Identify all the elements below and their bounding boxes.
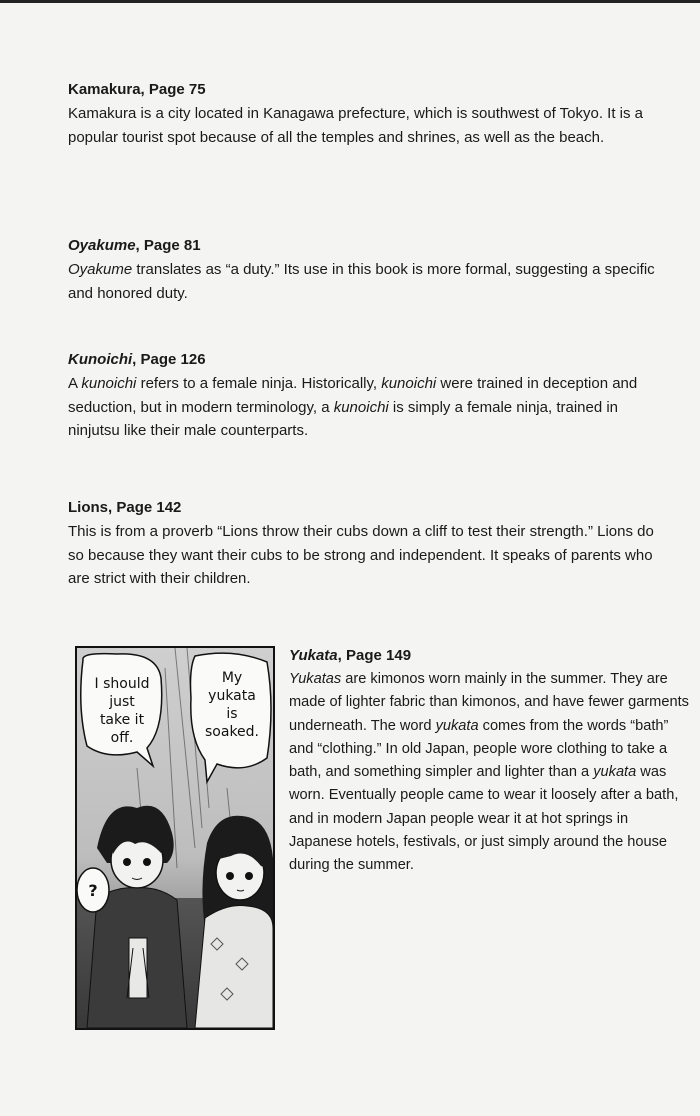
manga-panel-drawing xyxy=(77,648,273,1028)
entry-body xyxy=(68,372,668,443)
italic-term: kunoichi xyxy=(381,375,437,392)
entry-term: Kunoichi xyxy=(68,351,133,368)
entry-body: This is from a proverb “Lions throw their cubs down a cliff to test their strength.” Lions do so because they want their cubs to be strong and independent. It speaks of parents who are strict with their children. xyxy=(68,523,654,587)
bubble-line: soaked. xyxy=(205,724,259,740)
bubble-line: I should xyxy=(94,676,150,692)
manga-panel-illustration xyxy=(75,646,275,1030)
body-text: refers to a female ninja. Historically, xyxy=(136,375,382,392)
separator: , xyxy=(140,81,149,98)
italic-term: kunoichi xyxy=(81,375,137,392)
bubble-line: off. xyxy=(110,730,134,746)
entry-body xyxy=(289,668,689,878)
italic-term: Oyakume xyxy=(68,261,133,278)
entry-page: Page 142 xyxy=(116,499,182,516)
entry-lions xyxy=(68,498,668,591)
entry-page: Page 149 xyxy=(345,647,412,664)
entry-oyakume xyxy=(68,236,668,305)
girl-figure xyxy=(195,816,273,1028)
body-text: translates as “a duty.” Its use in this book is more formal, suggesting a specific and honored duty. xyxy=(68,261,655,302)
entry-heading xyxy=(68,80,668,100)
entry-kamakura xyxy=(68,80,668,149)
separator: , xyxy=(337,647,346,664)
entry-body xyxy=(68,258,668,305)
body-text: comes from the words “bath” and “clothing.” In old Japan, people wore clothing to take a bath, and something simpler and lighter than a xyxy=(289,717,669,781)
bubble-line: yukata xyxy=(208,688,256,704)
entry-page: Page 75 xyxy=(148,81,206,98)
separator: , xyxy=(132,351,141,368)
bubble-line: ? xyxy=(88,881,98,900)
body-text: are kimonos worn mainly in the summer. They are made of lighter fabric than kimonos, and have fewer garments underneath. The word xyxy=(289,671,689,734)
entry-term: Lions xyxy=(68,499,108,516)
italic-term: yukata xyxy=(435,717,479,734)
entry-page: Page 126 xyxy=(140,351,206,368)
italic-term: Yukatas xyxy=(289,671,342,687)
entry-body: Kamakura is a city located in Kanagawa prefecture, which is southwest of Tokyo. It is a popular tourist spot because of all the temples and shrines, as well as the beach. xyxy=(68,105,644,146)
italic-term: yukata xyxy=(593,764,637,781)
entry-kunoichi xyxy=(68,350,668,443)
separator: , xyxy=(135,237,144,254)
body-text: was worn. Eventually people came to wear it loosely after a bath, and in modern Japan people wear it at hot springs in Japanese hotels, festivals, or just simply around the house during the summer. xyxy=(289,764,679,874)
boy-figure xyxy=(87,806,187,1028)
italic-term: kunoichi xyxy=(333,398,389,416)
body-text: were trained in deception and seduction, but in modern terminology, a xyxy=(68,375,638,416)
entry-heading xyxy=(68,350,668,370)
speech-bubble-question xyxy=(77,868,109,912)
entry-heading xyxy=(68,498,668,518)
bubble-line: My xyxy=(221,670,243,686)
bubble-line: take it xyxy=(99,712,145,728)
entry-term: Yukata xyxy=(289,647,338,664)
entry-yukata xyxy=(289,646,689,878)
entry-heading xyxy=(68,236,668,256)
separator: , xyxy=(108,499,117,516)
body-text: A xyxy=(68,375,82,392)
bubble-line: is xyxy=(226,706,238,722)
entry-term: Kamakura xyxy=(68,81,141,98)
bubble-line: just xyxy=(109,694,135,710)
entry-heading xyxy=(289,646,689,666)
top-rule xyxy=(0,0,700,3)
body-text: is simply a female ninja, trained in ninjutsu like their male counterparts. xyxy=(68,398,619,439)
entry-term: Oyakume xyxy=(68,237,136,254)
entry-page: Page 81 xyxy=(143,237,201,254)
